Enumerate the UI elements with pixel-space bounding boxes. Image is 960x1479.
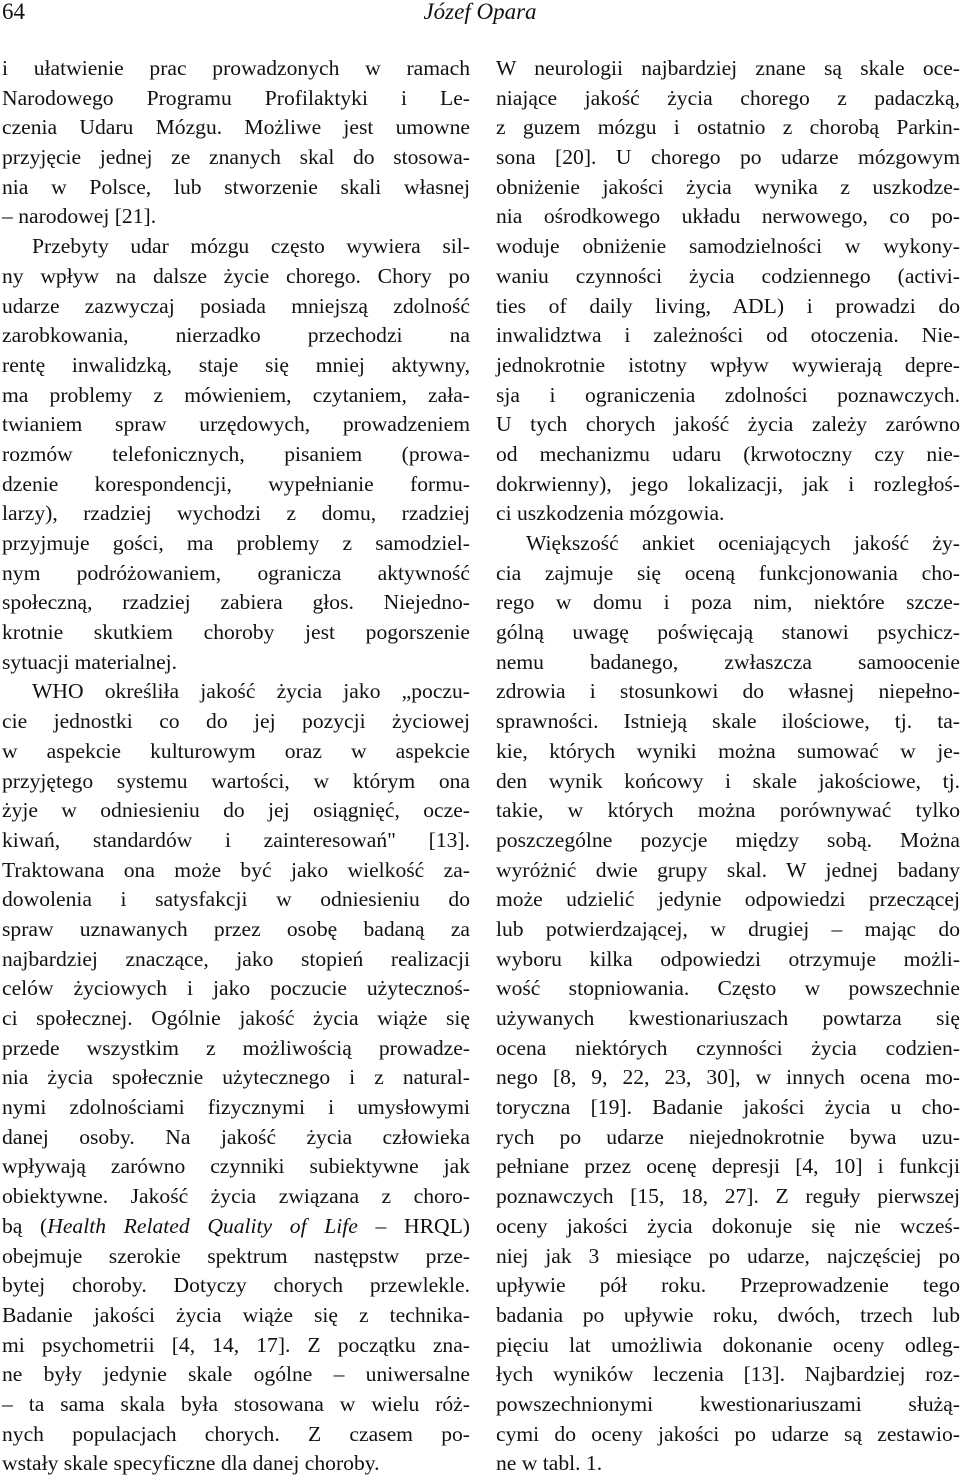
text-line: ma problemy z mówieniem, czytaniem, zała- bbox=[2, 382, 470, 407]
text-line: łych wyników leczenia [13]. Najbardziej roz- bbox=[496, 1362, 960, 1387]
text-line: ne były jedynie skale ogólne – uniwersalne bbox=[2, 1362, 470, 1387]
page-header bbox=[0, 0, 960, 30]
paragraph bbox=[496, 54, 960, 529]
text-line: sprawności. Istnieją skale ilościowe, tj. ta- bbox=[496, 709, 960, 734]
text-line: nia życia społecznie użytecznego i z natural- bbox=[2, 1065, 470, 1090]
text-line: ci społecznej. Ogólnie jakość życia wiąże się bbox=[2, 1006, 470, 1030]
paragraph bbox=[2, 677, 470, 1479]
text-line: przyjmuje gości, ma problemy z samodziel- bbox=[2, 531, 470, 555]
text-line: mi psychometrii [4, 14, 17]. Z początku zna- bbox=[2, 1332, 470, 1357]
running-head-author: Józef Opara bbox=[423, 0, 537, 24]
text-line: używanych kwestionariuszach powtarza się bbox=[496, 1006, 960, 1030]
text-line: spraw uznawanych przez osobę badaną za bbox=[2, 916, 470, 941]
text-line: krotnie skutkiem choroby jest pogorszenie bbox=[2, 620, 470, 645]
text-line: wyboru kilka odpowiedzi otrzymuje możli- bbox=[496, 946, 960, 971]
text-line: obejmuje szerokie spektrum następstw prze- bbox=[2, 1243, 470, 1268]
paragraph bbox=[2, 54, 470, 232]
text-line: cymi do oceny jakości po udarze są zestawio- bbox=[496, 1421, 960, 1446]
text-line: badania po upływie roku, dwóch, trzech lub bbox=[496, 1302, 960, 1327]
text-line: pełniane przez ocenę depresji [4, 10] i funkcji bbox=[496, 1154, 960, 1179]
text-line: lub potwierdzającej, w drugiej – mając do bbox=[496, 916, 960, 941]
text-line: może udzielić jedynie odpowiedzi przeczącej bbox=[496, 887, 960, 912]
text-line: przyjęcie jednej ze znanych skal do stosowa- bbox=[2, 145, 470, 170]
text-line: upływie pół roku. Przeprowadzenie tego bbox=[496, 1273, 960, 1298]
text-line: przyjętego systemu wartości, w którym ona bbox=[2, 768, 470, 793]
text-line: rozmów telefonicznych, pisaniem (prowa- bbox=[2, 441, 470, 466]
text-line: Większość ankiet oceniających jakość ży- bbox=[526, 531, 960, 555]
text-line: najbardziej znaczące, jako stopień realizacji bbox=[2, 946, 470, 971]
text-line: dokrwienny), jego lokalizacji, jak i rozległoś- bbox=[496, 471, 960, 496]
text-line: poznawczych [15, 18, 27]. Z reguły pierwszej bbox=[496, 1184, 960, 1209]
text-line: oceny jakości życia dokonuje się nie wcześ- bbox=[496, 1213, 960, 1238]
text-line: nych populacjach chorych. Z czasem po- bbox=[2, 1421, 470, 1446]
text-line: sja i ograniczenia zdolności poznawczych. bbox=[496, 382, 960, 407]
text-line: pięciu lat umożliwia dokonanie oceny odleg- bbox=[496, 1332, 960, 1357]
text-line: nymi zdolnościami fizycznymi i umysłowymi bbox=[2, 1095, 470, 1120]
text-line: wstały skale specyficzne dla danej choroby. bbox=[2, 1451, 380, 1476]
text-line: niające jakość życia chorego z padaczką, bbox=[496, 85, 960, 110]
text-line: nia ośrodkowego układu nerwowego, co po- bbox=[496, 204, 960, 229]
text-line: gólną uwagę poświęcają stanowi psychicz- bbox=[496, 620, 960, 645]
text-line: toryczna [19]. Badanie jakości życia u cho- bbox=[496, 1095, 960, 1120]
text-line: nemu badanego, zwłaszcza samoocenie bbox=[496, 649, 960, 674]
text-line: sytuacji materialnej. bbox=[2, 649, 178, 674]
text-line: danej osoby. Na jakość życia człowieka bbox=[2, 1124, 470, 1149]
right-text-column bbox=[496, 54, 960, 1479]
text-line: twianiem spraw urzędowych, prowadzeniem bbox=[2, 412, 470, 437]
text-line: obiektywne. Jakość życia związana z choro- bbox=[2, 1184, 470, 1209]
text-line: U tych chorych jakość życia zależy zarówno bbox=[496, 412, 960, 437]
text-line: Badanie jakości życia wiąże się z technika- bbox=[2, 1302, 470, 1327]
text-line: woduje obniżenie samodzielności w wykony- bbox=[496, 234, 960, 259]
text-line: Przebyty udar mózgu często wywiera sil- bbox=[32, 234, 470, 259]
text-line: nia w Polsce, lub stworzenie skali własnej bbox=[2, 174, 470, 199]
text-line: celów życiowych i jako poczucie użytecznoś- bbox=[2, 976, 470, 1001]
text-line: żyje w odniesieniu do jej osiągnięć, ocze- bbox=[2, 798, 470, 823]
text-line: den wynik końcowy i skale jakościowe, tj. bbox=[496, 768, 960, 793]
page-number: 64 bbox=[2, 0, 25, 24]
text-line: W neurologii najbardziej znane są skale oce- bbox=[496, 56, 960, 80]
text-line: bytej choroby. Dotyczy chorych przewlekle. bbox=[2, 1273, 470, 1298]
text-line: ocena niektórych czynności życia codzien- bbox=[496, 1035, 960, 1060]
text-line: Traktowana ona może być jako wielkość za- bbox=[2, 857, 470, 882]
left-text-column bbox=[2, 54, 470, 1479]
text-line: ny wpływ na dalsze życie chorego. Chory po bbox=[2, 263, 470, 288]
text-line: Narodowego Programu Profilaktyki i Le- bbox=[2, 85, 470, 110]
text-line: kiwań, standardów i zainteresowań" [13]. bbox=[2, 827, 470, 852]
text-line: z guzem mózgu i ostatnio z chorobą Parkin- bbox=[496, 115, 960, 140]
text-line: jednokrotnie istotny wpływ wywierają depre- bbox=[496, 352, 960, 377]
text-line: rych po udarze niejednokrotnie bywa uzu- bbox=[496, 1124, 960, 1149]
text-line: kie, których wyniki można sumować w je- bbox=[496, 738, 960, 763]
text-line: dzenie korespondencji, wypełnianie formu- bbox=[2, 471, 470, 496]
text-line: – narodowej [21]. bbox=[2, 204, 157, 229]
text-line: larzy), rzadziej wychodzi z domu, rzadziej bbox=[2, 501, 470, 526]
text-line: niej jak 3 miesiące po udarze, najczęściej po bbox=[496, 1243, 960, 1268]
text-line: wyróżnić dwie grupy skal. W jednej badany bbox=[496, 857, 960, 882]
text-line: bą (Health Related Quality of Life – HRQL) bbox=[2, 1213, 470, 1238]
text-line: ci uszkodzenia mózgowia. bbox=[496, 501, 725, 526]
text-line: sona [20]. U chorego po udarze mózgowym bbox=[496, 145, 960, 170]
text-line: poszczególne pozycje między sobą. Można bbox=[496, 827, 960, 852]
text-line: zdrowia i stosunkowi do własnej niepełno- bbox=[496, 679, 960, 704]
text-line: cie jednostki co do jej pozycji życiowej bbox=[2, 709, 470, 734]
text-line: czenia Udaru Mózgu. Możliwe jest umowne bbox=[2, 115, 470, 140]
text-line: nym podróżowaniem, ogranicza aktywność bbox=[2, 560, 470, 585]
text-line: nego [8, 9, 22, 23, 30], w innych ocena mo- bbox=[496, 1065, 960, 1090]
text-line: rentę inwalidzką, staje się mniej aktywny, bbox=[2, 352, 470, 377]
text-line: od mechanizmu udaru (krwotoczny czy nie- bbox=[496, 441, 960, 466]
text-line: dowolenia i satysfakcji w odniesieniu do bbox=[2, 887, 470, 912]
text-line: waniu czynności życia codziennego (activi- bbox=[496, 263, 960, 288]
text-line: – ta sama skala była stosowana w wielu róż- bbox=[2, 1391, 470, 1416]
text-line: WHO określiła jakość życia jako „poczu- bbox=[32, 679, 470, 704]
text-line: ne w tabl. 1. bbox=[496, 1451, 603, 1476]
text-line: i ułatwienie prac prowadzonych w ramach bbox=[2, 56, 470, 80]
text-line: społeczną, rzadziej zabiera głos. Niejedno- bbox=[2, 590, 470, 615]
text-line: obniżenie jakości życia wynika z uszkodze- bbox=[496, 174, 960, 199]
text-line: cia zajmuje się oceną funkcjonowania cho- bbox=[496, 560, 960, 585]
text-line: takie, w których można porównywać tylko bbox=[496, 798, 960, 823]
text-line: rego w domu i poza nim, niektóre szcze- bbox=[496, 590, 960, 615]
paragraph bbox=[2, 232, 470, 677]
text-line: wość stopniowania. Często w powszechnie bbox=[496, 976, 960, 1001]
text-line: wpływają zarówno czynniki subiektywne jak bbox=[2, 1154, 470, 1179]
text-line: inwalidztwa i zależności od otoczenia. Nie- bbox=[496, 323, 960, 348]
paragraph bbox=[496, 529, 960, 1479]
text-line: powszechnionymi kwestionariuszami służą- bbox=[496, 1391, 960, 1416]
text-line: udarze zazwyczaj posiada mniejszą zdolność bbox=[2, 293, 470, 318]
text-line: zarobkowania, nierzadko przechodzi na bbox=[2, 323, 470, 348]
text-line: przede wszystkim z możliwością prowadze- bbox=[2, 1035, 470, 1060]
text-line: ties of daily living, ADL) i prowadzi do bbox=[496, 293, 960, 318]
text-line: w aspekcie kulturowym oraz w aspekcie bbox=[2, 738, 470, 763]
